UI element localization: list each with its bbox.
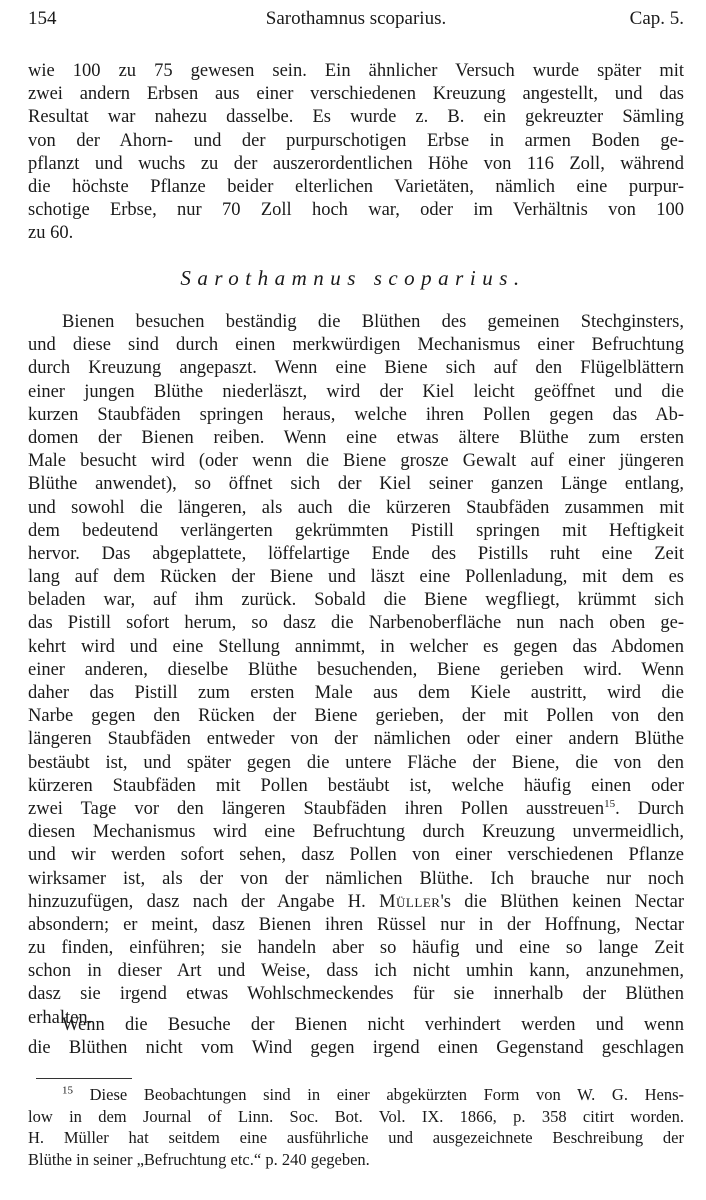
- footnote: [28, 1084, 684, 1170]
- text-line: diesen Mechanismus wird eine Befruchtung durch Kreuzung unvermeidlich,: [28, 822, 684, 843]
- text-line: bestäubt ist, und später gegen die untere Fläche der Biene, die von den: [28, 752, 684, 773]
- text-line: die höchste Pflanze beider elterlichen Varietäten, nämlich eine purpur-: [28, 176, 684, 197]
- text-line-with-author: [28, 891, 684, 914]
- text-line: kurzen Staubfäden springen heraus, welche ihren Pollen gegen das Ab-: [28, 404, 684, 425]
- text-line: die Blüthen nicht vom Wind gegen irgend einen Gegenstand geschlagen: [28, 1038, 684, 1059]
- text-line: lang auf dem Rücken der Biene und läszt eine Pollenladung, mit dem es: [28, 567, 684, 588]
- text-line: zu finden, einführen; sie handeln aber so häufig und eine so lange Zeit: [28, 938, 684, 959]
- text-line: und wir werden sofort sehen, dasz Pollen von einer verschiedenen Pflanze: [28, 845, 684, 866]
- text-line: das Pistill sofort herum, so dasz die Narbenoberfläche nun nach oben ge-: [28, 613, 684, 634]
- text-line: hervor. Das abgeplattete, löffelartige Ende des Pistills ruht eine Zeit: [28, 543, 684, 564]
- chapter-label: Cap. 5.: [629, 8, 684, 29]
- text-line: wie 100 zu 75 gewesen sein. Ein ähnlicher Versuch wurde später mit: [28, 61, 684, 81]
- section-title: Sarothamnus scoparius.: [180, 266, 526, 290]
- text-line: Wenn die Besuche der Bienen nicht verhindert werden und wenn: [62, 1015, 684, 1035]
- text-line: kehrt wird und eine Stellung annimmt, in welcher es gegen das Abdomen: [28, 636, 684, 657]
- footnote-line: H. Müller hat seitdem eine ausführliche und ausgezeichnete Beschreibung der: [28, 1128, 684, 1147]
- next-paragraph: [28, 1014, 684, 1060]
- text-line: von der Ahorn- und der purpurschotigen Erbse in armen Boden ge-: [28, 130, 684, 151]
- text-line: pflanzt und wuchs zu der auszerordentlichen Höhe von 116 Zoll, während: [28, 153, 684, 174]
- text-line: beladen war, auf ihm zurück. Sobald die Biene wegfliegt, krümmt sich: [28, 590, 684, 611]
- text-line: dem bedeutend verlängerten gekrümmten Pistill springen mit Heftigkeit: [28, 520, 684, 541]
- text-line: schon in dieser Art und Weise, dass ich nicht umhin kann, anzunehmen,: [28, 961, 684, 982]
- text-segment: Diese Beobachtungen sind in einer abgekürzten Form von W. G. Hens-: [89, 1085, 684, 1104]
- text-line: kürzeren Staubfäden mit Pollen bestäubt ist, welche häufig einen oder: [28, 775, 684, 796]
- text-segment: . Durch: [615, 798, 684, 819]
- footnote-line: [28, 1084, 684, 1106]
- text-line: Blüthe anwendet), so öffnet sich der Kiel seiner ganzen Länge entlang,: [28, 474, 684, 495]
- text-line: zu 60.: [28, 223, 74, 244]
- running-header: [28, 8, 684, 36]
- text-line: Bienen besuchen beständig die Blüthen des gemeinen Stechginsters,: [62, 312, 684, 332]
- text-line: domen der Bienen reiben. Wenn eine etwas ältere Blüthe zum ersten: [28, 427, 684, 448]
- text-segment: hinzuzufügen, dasz nach der Angabe H.: [28, 891, 366, 912]
- running-title: Sarothamnus scoparius.: [265, 8, 447, 29]
- text-segment: zwei Tage vor den längeren Staubfäden ihren Pollen ausstreuen: [28, 798, 605, 819]
- author-name: Müller: [379, 891, 441, 912]
- footnote-line: low in dem Journal of Linn. Soc. Bot. Vol. IX. 1866, p. 358 citirt worden.: [28, 1106, 684, 1126]
- text-line-with-footnote-ref: [28, 798, 684, 821]
- continuation-paragraph: [28, 60, 684, 246]
- text-segment: 's die Blüthen keinen Nectar: [440, 891, 684, 912]
- text-line: Narbe gegen den Rücken der Biene gerieben, der mit Pollen von den: [28, 706, 684, 727]
- footnote-divider: [36, 1078, 132, 1079]
- main-paragraph: [28, 311, 684, 1030]
- footnote-line: Blüthe in seiner „Befruchtung etc.“ p. 240 gegeben.: [28, 1149, 370, 1169]
- text-line: daher das Pistill zum ersten Male aus dem Kiele austritt, wird die: [28, 683, 684, 703]
- text-line: wirksamer ist, als der von der nämlichen Blüthe. Ich brauche nur noch: [28, 868, 684, 889]
- text-line: erhalten.: [28, 1007, 93, 1028]
- text-line: zwei andern Erbsen aus einer verschiedenen Kreuzung angestellt, und das: [28, 84, 684, 105]
- text-line: dasz sie irgend etwas Wohlschmeckendes für sie innerhalb der Blüthen: [28, 984, 684, 1005]
- text-line: durch Kreuzung angepaszt. Wenn eine Biene sich auf den Flügelblättern: [28, 358, 684, 379]
- text-line: und diese sind durch einen merkwürdigen Mechanismus einer Befruchtung: [28, 335, 684, 356]
- text-line: absondern; er meint, dasz Bienen ihren Rüssel nur in der Hoffnung, Nectar: [28, 914, 684, 935]
- text-line: einer anderen, dieselbe Blüthe besuchenden, Biene gerieben wird. Wenn: [28, 659, 684, 680]
- footnote-reference: 15: [604, 797, 616, 810]
- text-line: Male besucht wird (oder wenn die Biene grosze Gewalt auf einer jüngeren: [28, 451, 684, 472]
- text-line: einer jungen Blüthe niederläszt, wird der Kiel leicht geöffnet und die: [28, 381, 684, 402]
- page-number: 154: [28, 8, 57, 29]
- text-line: und sowohl die längeren, als auch die kürzeren Staubfäden zusammen mit: [28, 497, 684, 518]
- footnote-number: 15: [62, 1084, 73, 1097]
- text-line: schotige Erbse, nur 70 Zoll hoch war, oder im Verhältnis von 100: [28, 200, 684, 221]
- text-line: Resultat war nahezu dasselbe. Es wurde z. B. ein gekreuzter Sämling: [28, 107, 684, 128]
- text-line: längeren Staubfäden entweder von der nämlichen oder einer andern Blüthe: [28, 729, 684, 750]
